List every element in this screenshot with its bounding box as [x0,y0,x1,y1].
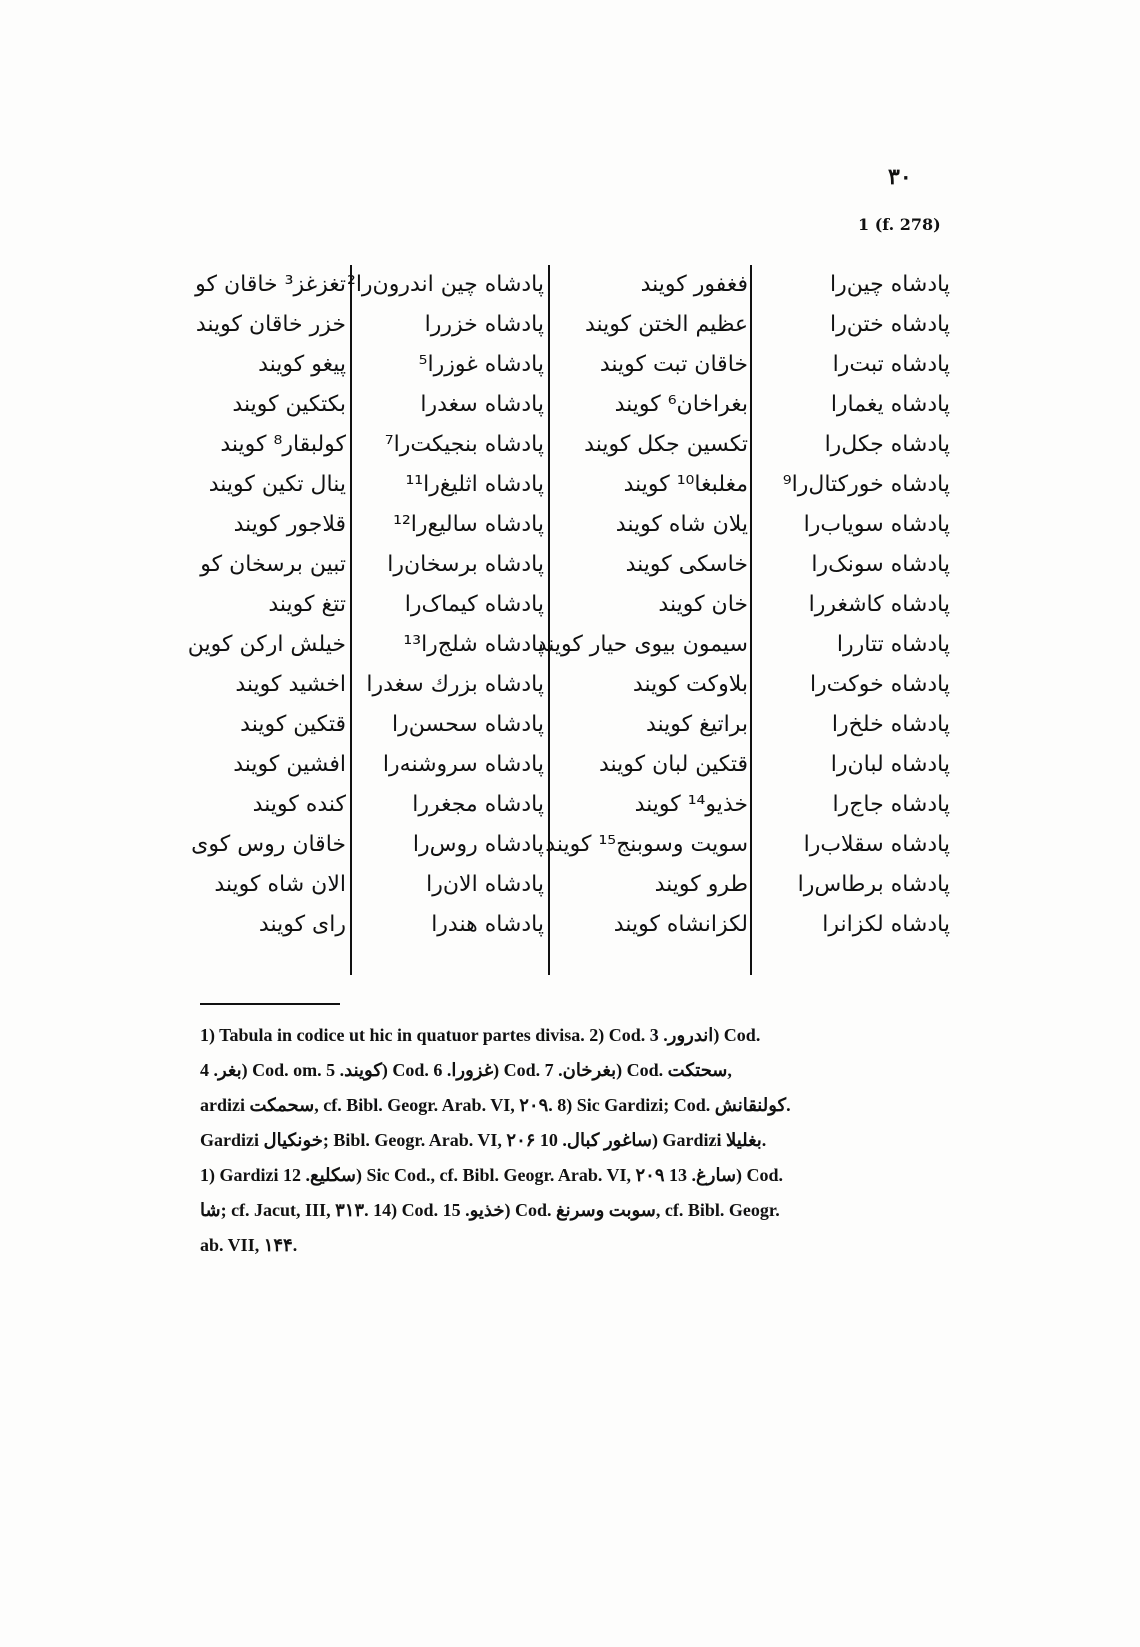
table-cell: تغزغز³ خاقان کو [195,272,346,297]
table-cell: پادشاه یغمارا [830,392,950,417]
table-cell: براتیغ کویند [646,712,748,737]
table-cell: پادشاه هندرا [431,912,544,937]
table-cell: پادشاه سقلاب‌را [803,832,950,857]
table-cell: بکتکین کویند [232,392,346,417]
table-cell: یلان شاه کویند [615,512,748,537]
table-cell: خیلش ارکن کوین [187,632,346,657]
table-cell: عظیم الختن کویند [585,312,748,337]
table-cell: پادشاه شلج‌را¹³ [403,632,544,657]
table-cell: بغراخان⁶ کویند [614,392,748,417]
footnote-line: بغر. 4) Cod. om. کویند. 5) Cod. غزورا. 6) Cod. بغرخان. 7) Cod. سحتکت, [200,1060,732,1080]
table-cell: بلاوکت کویند [632,672,748,697]
table-row [190,865,950,905]
table-cell: قتکین کویند [240,712,346,737]
footnote-line: 1) Tabula in codice ut hic in quatuor partes divisa. 2) Cod. اندرور. 3) Cod. [200,1025,761,1045]
table-cell: افشین کویند [233,752,346,777]
table-cell: پادشاه سغدرا [420,392,544,417]
folio-reference: 1 (f. 278) [858,215,941,234]
table-row [190,585,950,625]
table-cell: تبین برسخان کو [200,552,346,577]
table-cell: پادشاه برسخان‌را [387,552,544,577]
table-cell: خاسکی کویند [625,552,748,577]
table-cell: پیغو کویند [258,352,346,377]
table-cell: پادشاه چین‌را [829,272,950,297]
footnote-line: شا; cf. Jacut, III, ۳۱۳. 14) Cod. خذیو. 15) Cod. سوبت وسرنغ, cf. Bibl. Geogr. [200,1200,780,1220]
table-cell: اخشید کویند [235,672,346,697]
table-cell: پادشاه ختن‌را [829,312,950,337]
footnote-line: ab. VII, ۱۴۴. [200,1235,298,1255]
table-row [190,705,950,745]
table-cell: خزر خاقان کویند [195,312,346,337]
table-cell: پادشاه خزررا [424,312,544,337]
table-cell: پادشاه لبان‌را [830,752,950,777]
table-cell: تکسین جکل کویند [584,432,748,457]
table-cell: پادشاه بزرك سغدرا [366,672,544,697]
table-cell: پادشاه سروشنه‌را [382,752,544,777]
table-row [190,425,950,465]
footnote-line: Gardizi خونکیال; Bibl. Geogr. Arab. VI, ۲۰۶ ساغور کبال. 10) Gardizi بغلیلا. [200,1130,767,1150]
footnote-line: 1) Gardizi سکلیع. 12) Sic Cod., cf. Bibl. Geogr. Arab. VI, ۲۰۹ سارغ. 13) Cod. [200,1165,784,1185]
table-cell: پادشاه کاشغررا [808,592,950,617]
table-row [190,825,950,865]
footnote-separator [200,1003,340,1005]
page-number: ۳۰ [888,164,912,190]
table-cell: پادشاه کیماک‌را [404,592,544,617]
table-row [190,465,950,505]
table-cell: پادشاه تتاررا [836,632,950,657]
table-row [190,385,950,425]
table-cell: پادشاه خلخ‌را [831,712,950,737]
table-cell: سویت وسوبنج¹⁵ کویند [545,832,748,857]
table-cell: پادشاه سالیع‌را¹² [393,512,544,537]
table-cell: خان کویند [658,592,748,617]
table-row [190,265,950,305]
table-row [187,625,950,665]
table-row [190,905,950,945]
table-row [190,505,950,545]
table-cell: رای کویند [258,912,346,937]
four-column-table [187,265,950,975]
table-row [190,305,950,345]
table-cell: تتغ کویند [268,592,346,617]
footnotes [200,1018,940,1263]
table-cell: قتکین لبان کویند [598,752,748,777]
table-cell: فغفور کویند [640,272,748,297]
table-cell: پادشاه سویاب‌را [803,512,950,537]
table-cell: پادشاه بنجیکت‌را⁷ [384,432,544,457]
table-cell: ینال تکین کویند [208,472,346,497]
table-cell: سیمون بیوی حیار کویند [536,632,748,657]
table-cell: پادشاه روس‌را [412,832,544,857]
table-cell: پادشاه برطاس‌را [797,872,950,897]
table-cell: خاقان تبت کویند [599,352,748,377]
table-row [190,745,950,785]
table-row [190,785,950,825]
table-row [190,665,950,705]
table-row [190,545,950,585]
table-cell: پادشاه جاج‌را [832,792,950,817]
table-cell: پادشاه چین اندرون‌را² [346,272,544,297]
table-cell: پادشاه جکل‌را [824,432,950,457]
table-cell: پادشاه سحسن‌را [391,712,544,737]
table-cell: پادشاه خوکت‌را [809,672,950,697]
table-cell: طرو کویند [654,872,748,897]
table-cell: پادشاه اثلیغ‌را¹¹ [405,472,544,497]
table-cell: پادشاه غوزرا⁵ [418,352,544,377]
table-cell: الان شاه کویند [214,872,346,897]
footnote-line: ardizi سحمکت, cf. Bibl. Geogr. Arab. VI, ۲۰۹. 8) Sic Gardizi; Cod. کولنقانش. [200,1095,791,1115]
table-cell: پادشاه سونک‌را [811,552,950,577]
table-cell: پادشاه الان‌را [426,872,544,897]
table-cell: کنده کویند [252,792,346,817]
table-cell: لکزانشاه کویند [613,912,748,937]
table-cell: پادشاه لکزانرا [822,912,950,937]
table-cell: پادشاه تبت‌را [832,352,950,377]
table-cell: مغلبغا¹⁰ کویند [623,472,748,497]
table-cell: خذیو¹⁴ کویند [634,792,748,817]
table-cell: پادشاه خورکتال‌را⁹ [782,472,950,497]
table-cell: کولبقار⁸ کویند [220,432,346,457]
table-cell: قلاجور کویند [233,512,346,537]
table-row [190,345,950,385]
table-cell: پادشاه مجغررا [412,792,544,817]
table-cell: خاقان روس کوی [191,832,346,857]
